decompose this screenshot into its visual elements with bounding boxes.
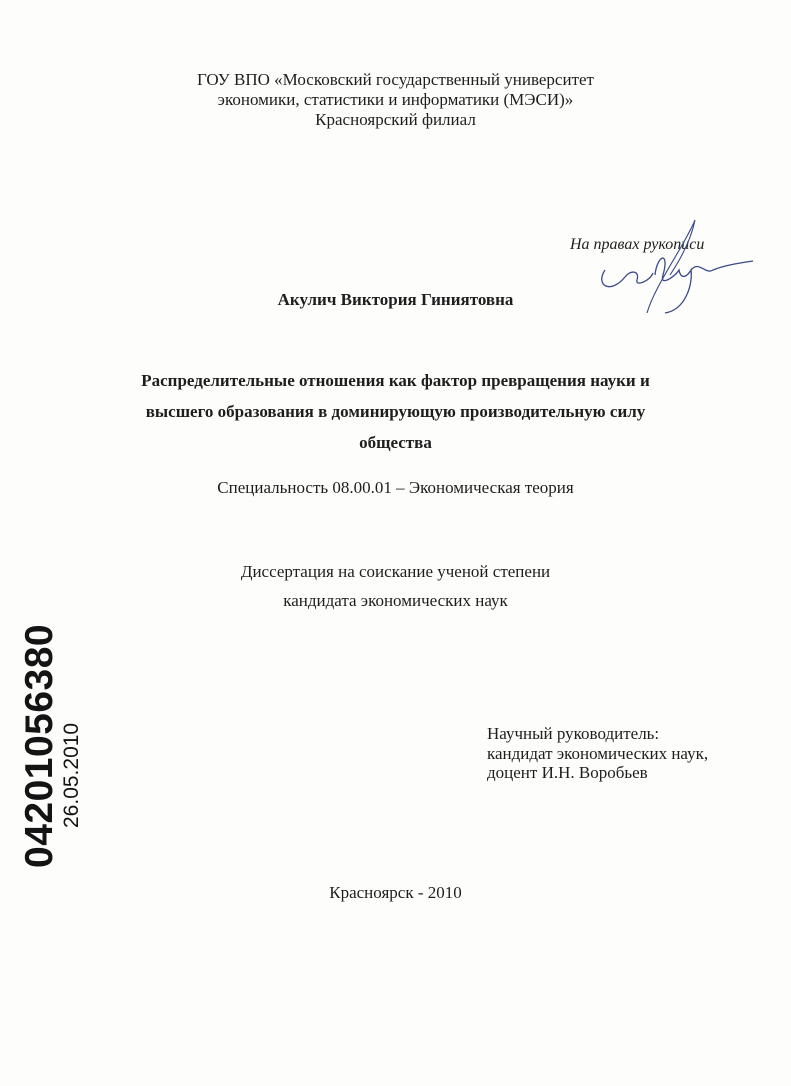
- author-name: Акулич Виктория Гиниятовна: [277, 290, 514, 309]
- library-stamp: [20, 624, 84, 868]
- title-line: Распределительные отношения как фактор превращения науки и: [141, 371, 650, 390]
- scientific-advisor: [487, 724, 708, 783]
- city-year: Красноярск - 2010: [329, 883, 462, 902]
- org-line: ГОУ ВПО «Московский государственный университет: [197, 70, 594, 89]
- advisor-line: доцент И.Н. Воробьев: [487, 763, 648, 782]
- dissertation-degree: [0, 557, 791, 615]
- title-line: высшего образования в доминирующую производительную силу: [145, 402, 646, 421]
- manuscript-rights-note: На правах рукописи: [570, 236, 705, 253]
- org-line: Красноярский филиал: [315, 110, 476, 129]
- specialty: Специальность 08.00.01 – Экономическая теория: [217, 478, 574, 497]
- dissertation-title: [0, 365, 791, 458]
- degree-line: кандидата экономических наук: [283, 591, 508, 610]
- advisor-line: Научный руководитель:: [487, 724, 660, 743]
- organization-header: [0, 70, 791, 130]
- stamp-date: 26.05.2010: [60, 722, 83, 828]
- degree-line: Диссертация на соискание ученой степени: [240, 562, 551, 581]
- org-line: экономики, статистики и информатики (МЭСИ)»: [217, 90, 574, 109]
- advisor-line: кандидат экономических наук,: [487, 743, 709, 763]
- stamp-number: 04201056380: [18, 623, 61, 868]
- title-line: общества: [359, 433, 432, 452]
